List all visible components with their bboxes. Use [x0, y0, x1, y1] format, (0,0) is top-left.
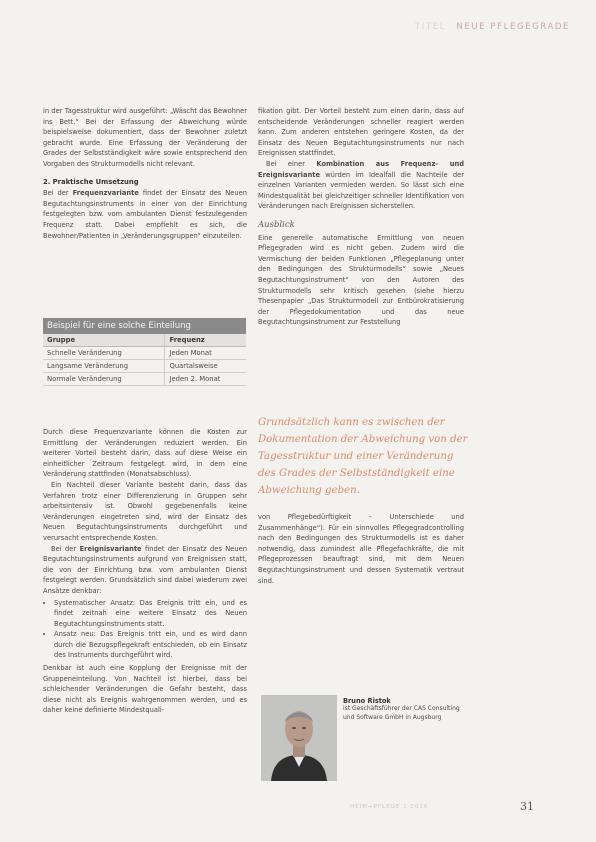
table-cell: Quartalsweise	[165, 360, 246, 373]
page-number: 31	[520, 800, 534, 813]
author-bio	[343, 697, 463, 722]
running-header	[415, 22, 570, 32]
author-name: Bruno Ristok	[343, 697, 391, 705]
section-heading: 2. Praktische Umsetzung	[43, 177, 139, 186]
paragraph: in der Tagesstruktur wird ausgeführt: „Wäscht das Bewohner ins Bett.“ Bei der Erfassung der Abweichung würde beispielsweise dokumentiert, dass der Bewohner zuletzt gebracht wurde. Eine Erfassung der Veränderung der Grades der Selbstständigkeit wäre sowie entsprechend den Vorgaben des Strukturmodells nicht relevant.	[43, 107, 247, 168]
portrait-image	[261, 695, 337, 781]
footer-text: HEIM+PFLEGE 1·2016	[350, 804, 429, 810]
header-kicker: TITEL	[415, 22, 447, 32]
grouping-table	[43, 318, 246, 386]
table-caption: Beispiel für eine solche Einteilung	[43, 318, 246, 334]
subheading-ausblick: Ausblick	[258, 219, 295, 230]
list-item: • Ansatz neu: Das Ereignis tritt ein, und es wird dann durch die Bezugspflegekraft entschieden, ob ein Einsatz des Instruments durchgeführt wird.	[54, 629, 247, 661]
author-role: ist Geschäftsführer der CAS Consulting und Software GmbH in Augsburg	[343, 705, 460, 721]
table-header-row	[43, 334, 246, 347]
paragraph: Bei einer Kombination aus Frequenz- und Ereignisvariante würden im Idealfall die Nachteile der einzelnen Varianten vermieden werden. So lässt sich eine Mindestqualität bei gleichzeitiger schneller Identifikation von Veränderungen nach Ereignissen sicherstellen.	[258, 159, 464, 211]
paragraph: Denkbar ist auch eine Kopplung der Ereignisse mit der Gruppeneinteilung. Von Nachteil ist hierbei, dass bei schleichender Veränderungen die Gefahr besteht, dass diese nicht als Ereignis wahrgenommen werden, und es daher keine definierte Mindestquali-	[43, 664, 247, 715]
paragraph: Ein Nachteil dieser Variante besteht darin, dass das Verfahren trotz einer Differenzierung in Gruppen sehr arbeitsintensiv ist. Obwohl gegebenenfalls keine Veränderungen eingetreten sind, wird der Einsatz des Neuen Begutachtungsinstruments durchgeführt und verursacht entsprechende Kosten.	[43, 480, 247, 542]
paragraph: Bei der Ereignisvariante findet der Einsatz des Neuen Begutachtungsinstruments aufgrund von Ereignissen statt, die von der Einrichtung bzw. vom ambulanten Dienst festgelegt werden. Grundsätzlich sind dabei wiederum zwei Ansätze denkbar:	[43, 544, 247, 595]
table-header-cell: Frequenz	[165, 334, 246, 347]
column-left-bottom	[43, 427, 247, 716]
column-right-bottom	[258, 512, 464, 586]
table-cell: Schnelle Veränderung	[43, 347, 165, 360]
table-row	[43, 347, 246, 360]
author-photo	[261, 695, 337, 781]
paragraph: Durch diese Frequenzvariante können die Kosten zur Ermittlung der Veränderungen reduziert werden. Ein weiterer Vorteil besteht darin, dass auf diese Weise ein einheitlicher Zeitraum festgelegt wird, in dem eine Veränderung stattfinden (Monatsabschluss).	[43, 428, 247, 479]
column-right-top	[258, 106, 464, 328]
table-cell: Langsame Veränderung	[43, 360, 165, 373]
paragraph: von Pflegebedürftigkeit – Unterschiede und Zusammenhänge“). Für ein sinnvolles Pflegegradcontrolling nach den Bedingungen des Strukturmodells ist es daher notwendig, dass zumindest alle Pflegefachkräfte, die mit Pflegeprozessen beauftragt sind, mit dem Neuen Begutachtungsinstrument und dessen Systematik vertraut sind.	[258, 513, 464, 585]
table-row	[43, 373, 246, 386]
bullet-list	[43, 598, 247, 662]
table-cell: Jeden 2. Monat	[165, 373, 246, 386]
paragraph: Bei der Frequenzvariante findet der Einsatz des Neuen Begutachtungsinstruments in einer von der Einrichtung festgelegten bzw. vom ambulanten Dienst festzulegenden Frequenz statt. Dabei empfiehlt es sich, die Bewohner/Patienten in „Veränderungsgruppen“ einzuteilen.	[43, 189, 247, 240]
table-header-cell: Gruppe	[43, 334, 165, 347]
list-item: • Systematischer Ansatz: Das Ereignis tritt ein, und es findet zeitnah eine weitere Einsatz des Neuen Begutachtungsinstruments statt.	[54, 598, 247, 630]
pull-quote: Grundsätzlich kann es zwischen der Dokumentation der Abweichung von der Tagesstruktur und einer Veränderung des Grades der Selbstständigkeit eine Abweichung geben.	[258, 417, 468, 496]
header-title: NEUE PFLEGEGRADE	[456, 22, 570, 32]
column-left-top	[43, 106, 247, 241]
paragraph: fikation gibt. Der Vorteil besteht zum einen darin, dass auf entscheidende Veränderungen schneller reagiert werden kann. Zum anderen entstehen geringere Kosten, da der Einsatz des Neuen Begutachtungsinstruments nur nach Ereignissen stattfindet.	[258, 107, 464, 158]
table-cell: Jeden Monat	[165, 347, 246, 360]
paragraph: Eine generelle automatische Ermittlung von neuen Pflegegraden wird es nicht geben. Zudem wird die Vermischung der beiden Funktionen „Pflegeplanung unter den Bedingungen des Strukturmodells“ sowie „Neues Begutachtungsinstrument“ von den Autoren des Strukturmodells sehr kritisch gesehen (siehe hierzu Thesenpapier „Das Strukturmodell zur Entbürokratisierung der Pflegedokumentation und das neue Begutachtungsinstrument zur Feststellung	[258, 233, 464, 327]
table-cell: Normale Veränderung	[43, 373, 165, 386]
table-row	[43, 360, 246, 373]
